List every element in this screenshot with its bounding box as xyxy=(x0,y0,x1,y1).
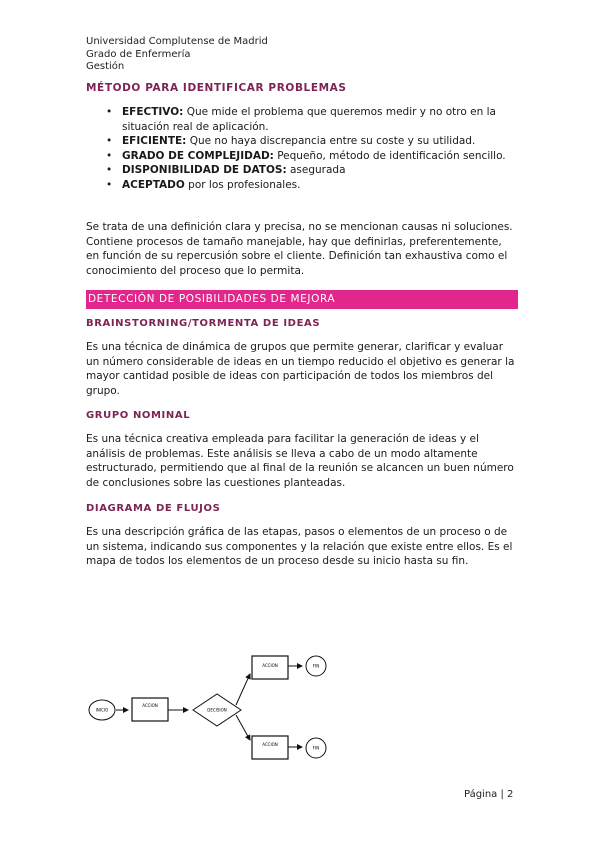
header-subject: Gestión xyxy=(86,61,125,72)
flow-arrow xyxy=(236,674,250,705)
header-university: Universidad Complutense de Madrid xyxy=(86,36,268,47)
flow-diagram-heading: DIAGRAMA DE FLUJOS xyxy=(86,503,221,514)
method-criteria-list xyxy=(86,105,518,192)
action-node xyxy=(132,698,168,721)
bullet-icon: • xyxy=(106,178,113,191)
action-node-label: ACCION xyxy=(262,663,278,668)
section-banner: DETECCIÓN DE POSIBILIDADES DE MEJORA xyxy=(86,290,518,309)
action-node-label: ACCION xyxy=(262,742,278,747)
flow-arrow xyxy=(236,715,250,740)
bullet-icon: • xyxy=(106,106,113,118)
end-node-label: FIN xyxy=(312,745,320,751)
start-node-label: INICIO xyxy=(95,707,109,713)
decision-node-label: DECISION xyxy=(207,707,227,713)
brainstorming-heading: BRAINSTORNING/TORMENTA DE IDEAS xyxy=(86,318,321,329)
list-item: • EFECTIVO: Que mide el problema que queremos medir y no otro en la situación real de aplicación. xyxy=(106,106,496,133)
bullet-icon: • xyxy=(106,164,113,176)
document-header xyxy=(86,36,268,74)
bullet-icon: • xyxy=(106,149,113,162)
bullet-icon: • xyxy=(106,135,113,147)
nominal-group-paragraph: Es una técnica creativa empleada para facilitar la generación de ideas y el análisis de problemas. Este análisis se lleva a cabo de un modo altamente estructurado, permitiendo que al final de la reunión se alcancen un buen número de conclusiones sobre las cuestiones planteadas. xyxy=(86,433,514,489)
list-item: • DISPONIBILIDAD DE DATOS: asegurada xyxy=(106,164,346,176)
brainstorming-paragraph: Es una técnica de dinámica de grupos que permite generar, clarificar y evaluar un número considerable de ideas en un tiempo reducido el objetivo es generar la mayor cantidad posible de ideas con participación de todos los miembros del grupo. xyxy=(86,341,515,397)
action-node xyxy=(252,736,288,759)
list-item: • GRADO DE COMPLEJIDAD: Pequeño, método de identificación sencillo. xyxy=(106,149,506,162)
flowchart-diagram xyxy=(86,640,346,780)
list-item: • EFICIENTE: Que no haya discrepancia entre su coste y su utilidad. xyxy=(106,135,476,147)
method-paragraph: Se trata de una definición clara y precisa, no se mencionan causas ni soluciones. Contiene procesos de tamaño manejable, hay que definirlas, preferentemente, en función de su repercusión sobre el cliente. Definición tan exhaustiva como el conocimiento del proceso que lo permita. xyxy=(86,221,513,277)
page-number: Página | 2 xyxy=(464,789,514,800)
nominal-group-heading: GRUPO NOMINAL xyxy=(86,410,191,421)
method-heading: MÉTODO PARA IDENTIFICAR PROBLEMAS xyxy=(86,82,347,94)
header-degree: Grado de Enfermería xyxy=(86,48,191,60)
action-node-label: ACCION xyxy=(142,703,158,708)
end-node-label: FIN xyxy=(312,663,320,669)
list-item: • ACEPTADO por los profesionales. xyxy=(106,178,301,191)
flow-diagram-paragraph: Es una descripción gráfica de las etapas, pasos o elementos de un proceso o de un sistema, indicando sus componentes y la relación que existe entre ellos. Es el mapa de todos los elementos de un proceso desde su inicio hasta su fin. xyxy=(86,526,513,567)
